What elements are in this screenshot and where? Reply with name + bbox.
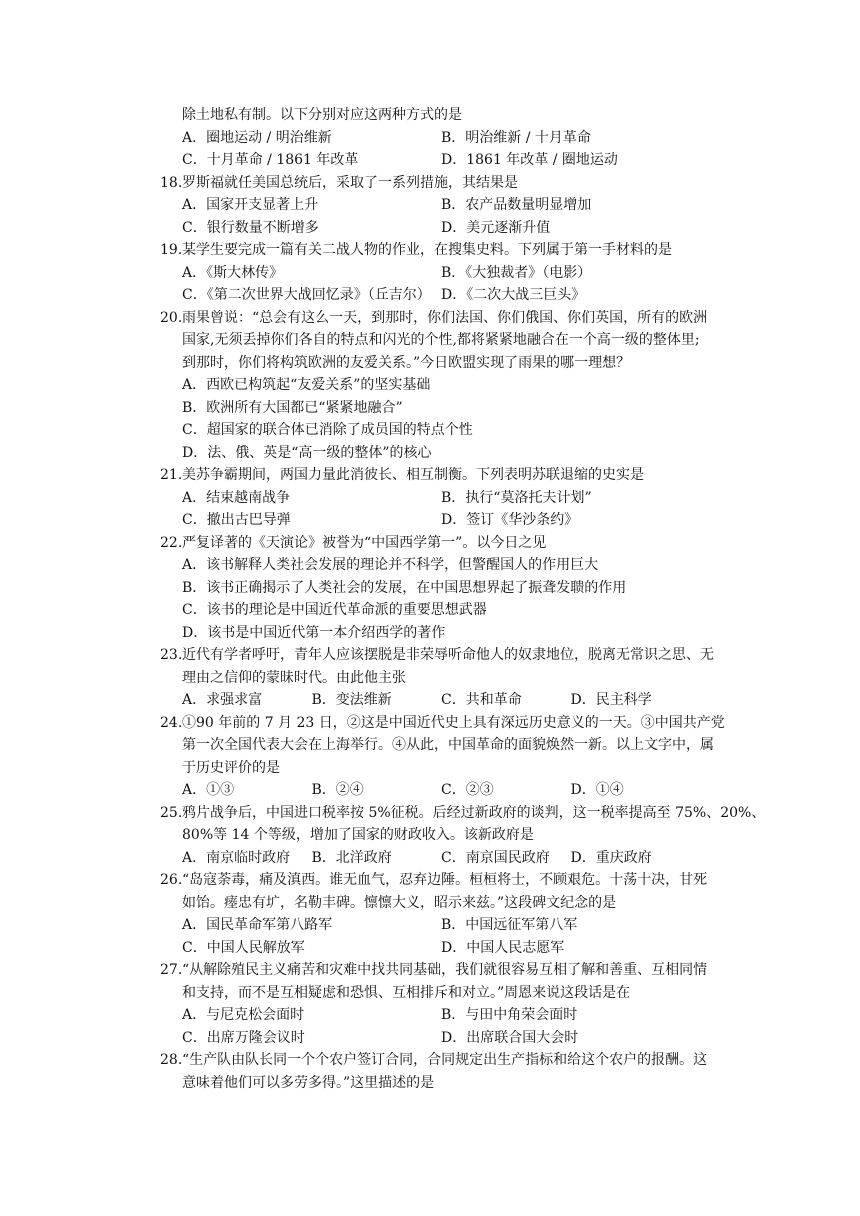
question-number: 20. bbox=[160, 309, 183, 326]
answer-option: C．撤出古巴导弹 bbox=[182, 512, 291, 528]
answer-option: A．与尼克松会面时 bbox=[182, 1007, 305, 1023]
answer-option: B．变法维新 bbox=[311, 692, 392, 708]
question-stem-line bbox=[182, 757, 700, 780]
question-number: 21. bbox=[160, 467, 183, 483]
answer-option: C．该书的理论是中国近代革命派的重要思想武器 bbox=[182, 602, 487, 618]
question-text: 第一次全国代表大会在上海举行。④从此，中国革命的面貌焕然一新。以上文字中，属 bbox=[182, 737, 714, 753]
question-text: 除土地私有制。以下分别对应这两种方式的是 bbox=[182, 107, 462, 123]
answer-option: A．该书解释人类社会发展的理论并不科学，但警醒国人的作用巨大 bbox=[182, 557, 599, 573]
options-row bbox=[182, 599, 700, 622]
options-row bbox=[182, 1027, 700, 1050]
answer-option: C．《第二次世界大战回忆录》（丘吉尔） bbox=[182, 287, 431, 303]
question-28 bbox=[160, 1049, 708, 1094]
answer-option: A．《斯大林传》 bbox=[182, 264, 284, 281]
question-24 bbox=[160, 712, 725, 802]
question-text: ①90 年前的 7 月 23 日，②这是中国近代史上具有深远历史意义的一天。③中国共产党 bbox=[182, 714, 725, 731]
answer-option: D．该书是中国近代第一本介绍西学的著作 bbox=[182, 624, 446, 641]
exam-page bbox=[160, 104, 766, 1094]
question-text: 某学生要完成一篇有关二战人物的作业，在搜集史料。下列属于第一手材料的是 bbox=[182, 242, 672, 258]
options-row bbox=[182, 622, 700, 645]
options-row bbox=[182, 1004, 700, 1027]
options-row bbox=[182, 487, 700, 510]
options-row bbox=[182, 194, 700, 217]
answer-option: C．银行数量不断增多 bbox=[182, 219, 319, 236]
question-number: 24. bbox=[160, 714, 183, 731]
options-row bbox=[182, 779, 700, 802]
question-stem-line bbox=[182, 982, 700, 1005]
options-row bbox=[182, 577, 700, 600]
question-number: 22. bbox=[160, 534, 183, 551]
answer-option: B．②④ bbox=[311, 782, 364, 798]
options-row bbox=[182, 847, 700, 870]
question-number: 26. bbox=[160, 872, 183, 888]
question-text: 如饴。瘗忠有圹，名勒丰碑。懔懔大义，昭示来兹。”这段碑文纪念的是 bbox=[182, 894, 617, 911]
options-row bbox=[182, 397, 700, 420]
question-stem-line bbox=[182, 667, 700, 690]
answer-option: A．西欧已构筑起“友爱关系”的坚实基础 bbox=[182, 377, 431, 393]
question-text: “生产队由队长同一个个农户签订合同，合同规定出生产指标和给这个农户的报酬。这 bbox=[182, 1052, 708, 1068]
question-text: 美苏争霸期间，两国力量此消彼长、相互制衡。下列表明苏联退缩的史实是 bbox=[182, 467, 644, 483]
options-row bbox=[182, 284, 700, 307]
answer-option: B．农产品数量明显增加 bbox=[441, 197, 592, 213]
options-row bbox=[182, 262, 700, 285]
options-row bbox=[182, 149, 700, 172]
options-row bbox=[182, 419, 700, 442]
question-text: 鸦片战争后，中国进口税率按 5%征税。后经过新政府的谈判，这一税率提高至 75%、20%、 bbox=[182, 804, 766, 821]
answer-option: C．共和革命 bbox=[441, 692, 522, 708]
answer-option: D．中国人民志愿军 bbox=[441, 939, 565, 956]
question-stem-line bbox=[160, 307, 708, 330]
answer-option: B．执行“莫洛托夫计划” bbox=[441, 489, 592, 506]
question-stem-line bbox=[182, 1072, 700, 1095]
options-row bbox=[182, 374, 700, 397]
question-text: 于历史评价的是 bbox=[182, 759, 280, 776]
options-row bbox=[182, 914, 700, 937]
question-21 bbox=[160, 464, 700, 532]
answer-option: B．与田中角荣会面时 bbox=[441, 1007, 578, 1023]
question-number: 28. bbox=[160, 1052, 183, 1068]
question-26 bbox=[160, 869, 708, 959]
question-stem-line bbox=[182, 734, 714, 757]
question-stem-line bbox=[160, 172, 700, 195]
options-row bbox=[182, 127, 700, 150]
question-text: 理由之信仰的蒙昧时代。由此他主张 bbox=[182, 669, 406, 686]
question-stem-line bbox=[182, 352, 700, 375]
question-stem-line bbox=[160, 1049, 708, 1072]
question-stem-line bbox=[160, 644, 714, 667]
options-row bbox=[182, 217, 700, 240]
answer-option: D．重庆政府 bbox=[570, 849, 652, 866]
answer-option: C．出席万隆会议时 bbox=[182, 1029, 305, 1046]
answer-option: A．①③ bbox=[182, 782, 235, 798]
answer-option: D．1861 年改革 / 圈地运动 bbox=[441, 152, 618, 168]
answer-option: B．《大独裁者》（电影） bbox=[441, 264, 592, 281]
answer-option: A．结束越南战争 bbox=[182, 489, 291, 506]
question-stem-line bbox=[160, 869, 708, 892]
question-text: 近代有学者呼吁，青年人应该摆脱是非荣辱听命他人的奴隶地位，脱离无常识之思、无 bbox=[182, 647, 714, 663]
question-20 bbox=[160, 307, 708, 465]
answer-option: C．中国人民解放军 bbox=[182, 939, 305, 956]
question-text: 到那时，你们将构筑欧洲的友爱关系。”今日欧盟实现了雨果的哪一理想？ bbox=[182, 354, 631, 371]
answer-option: B．该书正确揭示了人类社会的发展，在中国思想界起了振聋发聩的作用 bbox=[182, 579, 627, 596]
question-number: 27. bbox=[160, 962, 183, 978]
question-text: 意味着他们可以多劳多得。”这里描述的是 bbox=[182, 1074, 435, 1091]
question-stem-line bbox=[160, 712, 725, 735]
question-stem-line bbox=[160, 239, 700, 262]
question-27 bbox=[160, 959, 708, 1049]
question-continued bbox=[160, 104, 700, 172]
question-text: 80%等 14 个等级，增加了国家的财政收入。该新政府是 bbox=[182, 827, 534, 843]
question-number: 18. bbox=[160, 174, 183, 191]
question-text: 国家,无须丢掉你们各自的特点和闪光的个性,都将紧紧地融合在一个高一级的整体里; bbox=[182, 332, 700, 348]
answer-option: D．签订《华沙条约》 bbox=[441, 512, 579, 528]
answer-option: D．①④ bbox=[570, 782, 624, 798]
question-text: 严复译著的《天演论》被誉为“中国西学第一”。以今日之见 bbox=[182, 534, 547, 551]
question-stem-line bbox=[160, 532, 700, 555]
answer-option: D．美元逐渐升值 bbox=[441, 219, 551, 236]
answer-option: D．《二次大战三巨头》 bbox=[441, 287, 586, 303]
answer-option: C．南京国民政府 bbox=[441, 849, 550, 866]
question-stem-line bbox=[160, 802, 766, 825]
question-number: 19. bbox=[160, 242, 183, 258]
options-row bbox=[182, 937, 700, 960]
question-19 bbox=[160, 239, 700, 307]
question-stem-line bbox=[182, 892, 700, 915]
answer-option: B．北洋政府 bbox=[311, 849, 392, 866]
question-text: 罗斯福就任美国总统后，采取了一系列措施，其结果是 bbox=[182, 174, 518, 191]
options-row bbox=[182, 442, 700, 465]
answer-option: C．超国家的联合体已消除了成员国的特点个性 bbox=[182, 422, 473, 438]
answer-option: A．圈地运动 / 明治维新 bbox=[182, 129, 332, 146]
answer-option: B．明治维新 / 十月革命 bbox=[441, 129, 591, 146]
answer-option: B．中国远征军第八军 bbox=[441, 917, 578, 933]
options-row bbox=[182, 509, 700, 532]
options-row bbox=[182, 554, 700, 577]
question-stem-line bbox=[182, 329, 700, 352]
question-text: 和支持，而不是互相疑虑和恐惧、互相排斥和对立。”周恩来说这段话是在 bbox=[182, 984, 631, 1001]
question-stem-line bbox=[182, 824, 700, 847]
answer-option: B．欧洲所有大国都已“紧紧地融合” bbox=[182, 399, 403, 416]
answer-option: C．十月革命 / 1861 年改革 bbox=[182, 152, 359, 168]
question-25 bbox=[160, 802, 766, 870]
question-text: “岛寇荼毒，痛及滇西。谁无血气，忍弃边陲。桓桓将士，不顾艰危。十荡十决，甘死 bbox=[182, 872, 708, 888]
question-22 bbox=[160, 532, 700, 645]
answer-option: C．②③ bbox=[441, 782, 494, 798]
answer-option: A．南京临时政府 bbox=[182, 849, 291, 866]
answer-option: A．求强求富 bbox=[182, 692, 263, 708]
question-stem-line bbox=[160, 464, 700, 487]
question-stem-line bbox=[182, 104, 700, 127]
question-number: 25. bbox=[160, 804, 183, 821]
answer-option: A．国家开支显著上升 bbox=[182, 197, 319, 213]
options-row bbox=[182, 689, 700, 712]
question-23 bbox=[160, 644, 714, 712]
answer-option: D．民主科学 bbox=[570, 692, 652, 708]
question-text: 雨果曾说：“总会有这么一天，到那时，你们法国、你们俄国、你们英国，所有的欧洲 bbox=[182, 309, 708, 326]
answer-option: D．法、俄、英是“高一级的整体”的核心 bbox=[182, 444, 432, 461]
question-number: 23. bbox=[160, 647, 183, 663]
question-stem-line bbox=[160, 959, 708, 982]
question-text: “从解除殖民主义痛苦和灾难中找共同基础，我们就很容易互相了解和善重、互相同情 bbox=[182, 962, 708, 978]
question-18 bbox=[160, 172, 700, 240]
answer-option: D．出席联合国大会时 bbox=[441, 1029, 579, 1046]
answer-option: A．国民革命军第八路军 bbox=[182, 917, 333, 933]
